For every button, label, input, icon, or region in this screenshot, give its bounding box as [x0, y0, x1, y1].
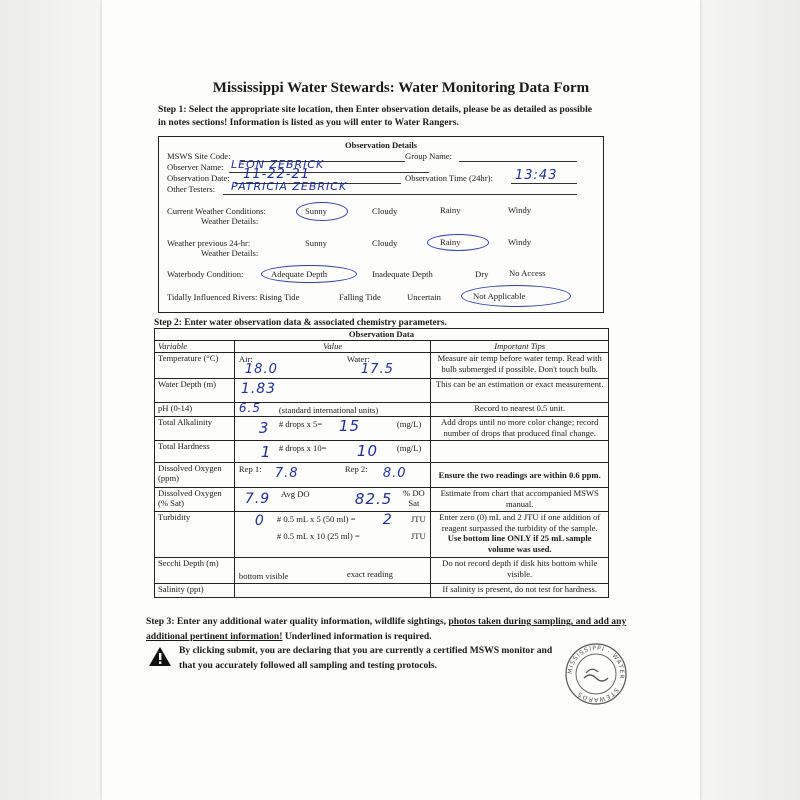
alkalinity-formula: # drops x 5=: [278, 419, 323, 429]
group-name-field[interactable]: [459, 161, 577, 162]
temperature-tip: Measure air temp before water temp. Read with bulb submerged if possible. Don't touch bulb.: [431, 353, 609, 379]
depth-value: 1.83: [240, 381, 277, 397]
alkalinity-result: 15: [338, 417, 360, 435]
current-weather-selection-circle: [296, 202, 348, 221]
alkalinity-label: Total Alkalinity: [155, 417, 235, 441]
step3-underlined: photos taken during sampling, and add any additional pertinent information!: [146, 616, 627, 642]
secchi-tip: Do not record depth if disk hits bottom while visible.: [431, 558, 609, 584]
other-testers-field[interactable]: [223, 194, 577, 195]
step3-instructions: [146, 614, 646, 644]
other-testers-label: Other Testers:: [167, 184, 216, 194]
do-ppm-tip: Ensure the two readings are within 0.6 ppm.: [431, 463, 609, 488]
waterbody-adequate[interactable]: Adequate Depth: [271, 269, 328, 279]
do-sat-label-units: % DO Sat: [403, 488, 425, 508]
do-sat-label: Dissolved Oxygen (% Sat): [155, 488, 235, 512]
alkalinity-units: (mg/L): [396, 419, 422, 429]
temperature-label: Temperature (°C): [155, 353, 235, 379]
observation-time-label: Observation Time (24hr):: [405, 173, 493, 183]
observation-date-label: Observation Date:: [167, 173, 230, 183]
tidal-uncertain[interactable]: Uncertain: [407, 292, 441, 302]
alkalinity-drops: 3: [258, 419, 270, 437]
step3-text-b: Underlined information is required.: [282, 631, 432, 642]
secchi-value-cell[interactable]: [234, 558, 430, 584]
current-weather-windy[interactable]: Windy: [508, 205, 532, 215]
observation-data-header: Observation Data: [155, 329, 609, 341]
site-code-label: MSWS Site Code:: [167, 151, 231, 161]
seal-text: MISSISSIPPI · WATER · STEWARDS: [566, 644, 626, 704]
current-weather-cloudy[interactable]: Cloudy: [372, 206, 398, 216]
msws-seal: [564, 642, 628, 711]
salinity-value-cell[interactable]: [234, 584, 430, 598]
turbidity-count1: 0: [254, 513, 265, 529]
water-temp-value: 17.5: [360, 362, 394, 377]
alkalinity-tip: Add drops until no more color change; record number of drops that produced final change.: [431, 417, 609, 441]
form-title: Mississippi Water Stewards: Water Monitoring Data Form: [212, 80, 590, 96]
observation-date-value: 11-22-21: [243, 167, 311, 182]
salinity-tip: If salinity is present, do not test for hardness.: [431, 584, 609, 598]
table-row-hardness: [155, 441, 609, 463]
observer-name-label: Observer Name:: [167, 162, 224, 172]
turbidity-unit2: JTU: [410, 531, 426, 541]
ph-value-cell[interactable]: [234, 403, 430, 417]
table-row-do-sat: [155, 488, 609, 512]
observation-data-table: [154, 328, 609, 598]
table-row-alkalinity: [155, 417, 609, 441]
secchi-label: Secchi Depth (m): [155, 558, 235, 584]
step2-instructions: Step 2: Enter water observation data & associated chemistry parameters.: [154, 318, 447, 328]
col-tips-header: Important Tips: [431, 341, 609, 353]
prev-weather-selection-circle: [427, 234, 489, 251]
air-temp-value: 18.0: [244, 362, 278, 377]
do-ppm-value-cell[interactable]: [234, 463, 430, 488]
prev-weather-sunny[interactable]: Sunny: [305, 238, 327, 248]
do-sat-tip: Estimate from chart that accompanied MSWS manual.: [431, 488, 609, 512]
table-row-secchi: [155, 558, 609, 584]
countertop-left: [0, 0, 100, 800]
avg-do-value: 7.9: [244, 491, 271, 507]
prev-weather-windy[interactable]: Windy: [508, 237, 532, 247]
col-variable-header: Variable: [155, 341, 235, 353]
countertop-right: [700, 0, 800, 800]
current-weather-details-label: Weather Details:: [201, 216, 259, 226]
prev-weather-details-label: Weather Details:: [201, 248, 259, 258]
ph-value: 6.5: [238, 401, 261, 415]
waterbody-inadequate[interactable]: Inadequate Depth: [372, 269, 433, 279]
waterbody-no-access[interactable]: No Access: [509, 268, 546, 278]
turbidity-tip: Enter zero (0) mL and 2 JTU if one addition of reagent surpassed the turbidity of the sample.: [439, 512, 601, 533]
col-value-header: Value: [234, 341, 430, 353]
temperature-value-cell[interactable]: [234, 353, 430, 379]
tidal-selection-circle: [461, 285, 571, 307]
declaration-text: By clicking submit, you are declaring that you are currently a certified MSWS monitor and that you accurately followed all sampling and testing protocols.: [179, 645, 553, 671]
prev-weather-cloudy[interactable]: Cloudy: [372, 238, 398, 248]
tidal-falling[interactable]: Falling Tide: [339, 292, 381, 302]
depth-tip: This can be an estimation or exact measurement.: [431, 379, 609, 403]
waterbody-condition-label: Waterbody Condition:: [167, 269, 244, 279]
hardness-value-cell[interactable]: [234, 441, 430, 463]
water-label: Water:: [346, 354, 370, 364]
observation-time-value: 13:43: [515, 168, 558, 183]
turbidity-value-cell[interactable]: [234, 512, 430, 558]
turbidity-label: Turbidity: [155, 512, 235, 558]
table-row-salinity: [155, 584, 609, 598]
table-row-do-ppm: [155, 463, 609, 488]
observer-name-value: LEON ZEBRICK: [231, 158, 325, 171]
secchi-bottom-visible[interactable]: bottom visible: [238, 571, 289, 581]
rep2-label: Rep 2:: [344, 464, 368, 474]
current-weather-sunny[interactable]: Sunny: [305, 206, 327, 216]
hardness-result: 10: [356, 442, 378, 460]
ph-label: pH (0-14): [155, 403, 235, 417]
observation-time-field[interactable]: [511, 183, 577, 184]
tidal-rising-label[interactable]: Tidally Influenced Rivers: Rising Tide: [167, 292, 300, 302]
secchi-exact-reading[interactable]: exact reading: [346, 569, 393, 579]
turbidity-result1: 2: [382, 512, 393, 528]
air-label: Air:: [238, 354, 253, 364]
group-name-label: Group Name:: [405, 151, 453, 161]
alkalinity-value-cell[interactable]: [234, 417, 430, 441]
turbidity-tip-cell: [431, 512, 609, 558]
current-weather-label: Current Weather Conditions:: [167, 206, 266, 216]
prev-weather-rainy[interactable]: Rainy: [440, 237, 461, 247]
do-sat-value: 82.5: [354, 490, 393, 508]
ph-units: (standard international units): [278, 405, 379, 415]
depth-value-cell[interactable]: [234, 379, 430, 403]
hardness-drops: 1: [260, 443, 272, 461]
observation-details-header: Observation Details: [344, 140, 417, 150]
depth-label: Water Depth (m): [155, 379, 235, 403]
rep1-value: 7.8: [274, 466, 299, 481]
prev-weather-label: Weather previous 24-hr:: [167, 238, 251, 248]
table-row-turbidity: [155, 512, 609, 558]
salinity-label: Salinity (ppt): [155, 584, 235, 598]
ph-tip: Record to nearest 0.5 unit.: [431, 403, 609, 417]
do-sat-value-cell[interactable]: [234, 488, 430, 512]
step3-text-a: Step 3: Enter any additional water quality information, wildlife sightings,: [146, 616, 449, 627]
other-testers-value: PATRICIA ZEBRICK: [231, 180, 348, 193]
do-ppm-label: Dissolved Oxygen (ppm): [155, 463, 235, 488]
hardness-units: (mg/L): [396, 443, 422, 453]
observation-details-box: [158, 136, 604, 313]
avg-do-label: Avg DO: [280, 489, 310, 499]
table-row-depth: [155, 379, 609, 403]
table-row-temperature: [155, 353, 609, 379]
waterbody-selection-circle: [261, 265, 357, 283]
tidal-not-applicable[interactable]: Not Applicable: [473, 291, 526, 301]
hardness-tip-empty: [431, 441, 609, 463]
rep2-value: 8.0: [382, 466, 407, 481]
table-row-ph: [155, 403, 609, 417]
hardness-formula: # drops x 10=: [278, 443, 327, 453]
turbidity-tip-bold: Use bottom line ONLY if 25 mL sample volume was used.: [447, 533, 592, 554]
hardness-label: Total Hardness: [155, 441, 235, 463]
waterbody-dry[interactable]: Dry: [475, 269, 489, 279]
step1-instructions: Step 1: Select the appropriate site location, then Enter observation details, please be as detailed as possible in notes sections! Information is listed as you will enter to Water Rangers.: [158, 104, 593, 128]
form-sheet: [102, 0, 700, 800]
current-weather-rainy[interactable]: Rainy: [440, 205, 461, 215]
rep1-label: Rep 1:: [238, 464, 262, 474]
turbidity-formula2: # 0.5 mL x 10 (25 ml) =: [276, 531, 360, 541]
turbidity-formula1: # 0.5 mL x 5 (50 ml) =: [276, 514, 356, 524]
warning-icon: [148, 646, 172, 672]
turbidity-unit1: JTU: [410, 514, 426, 524]
